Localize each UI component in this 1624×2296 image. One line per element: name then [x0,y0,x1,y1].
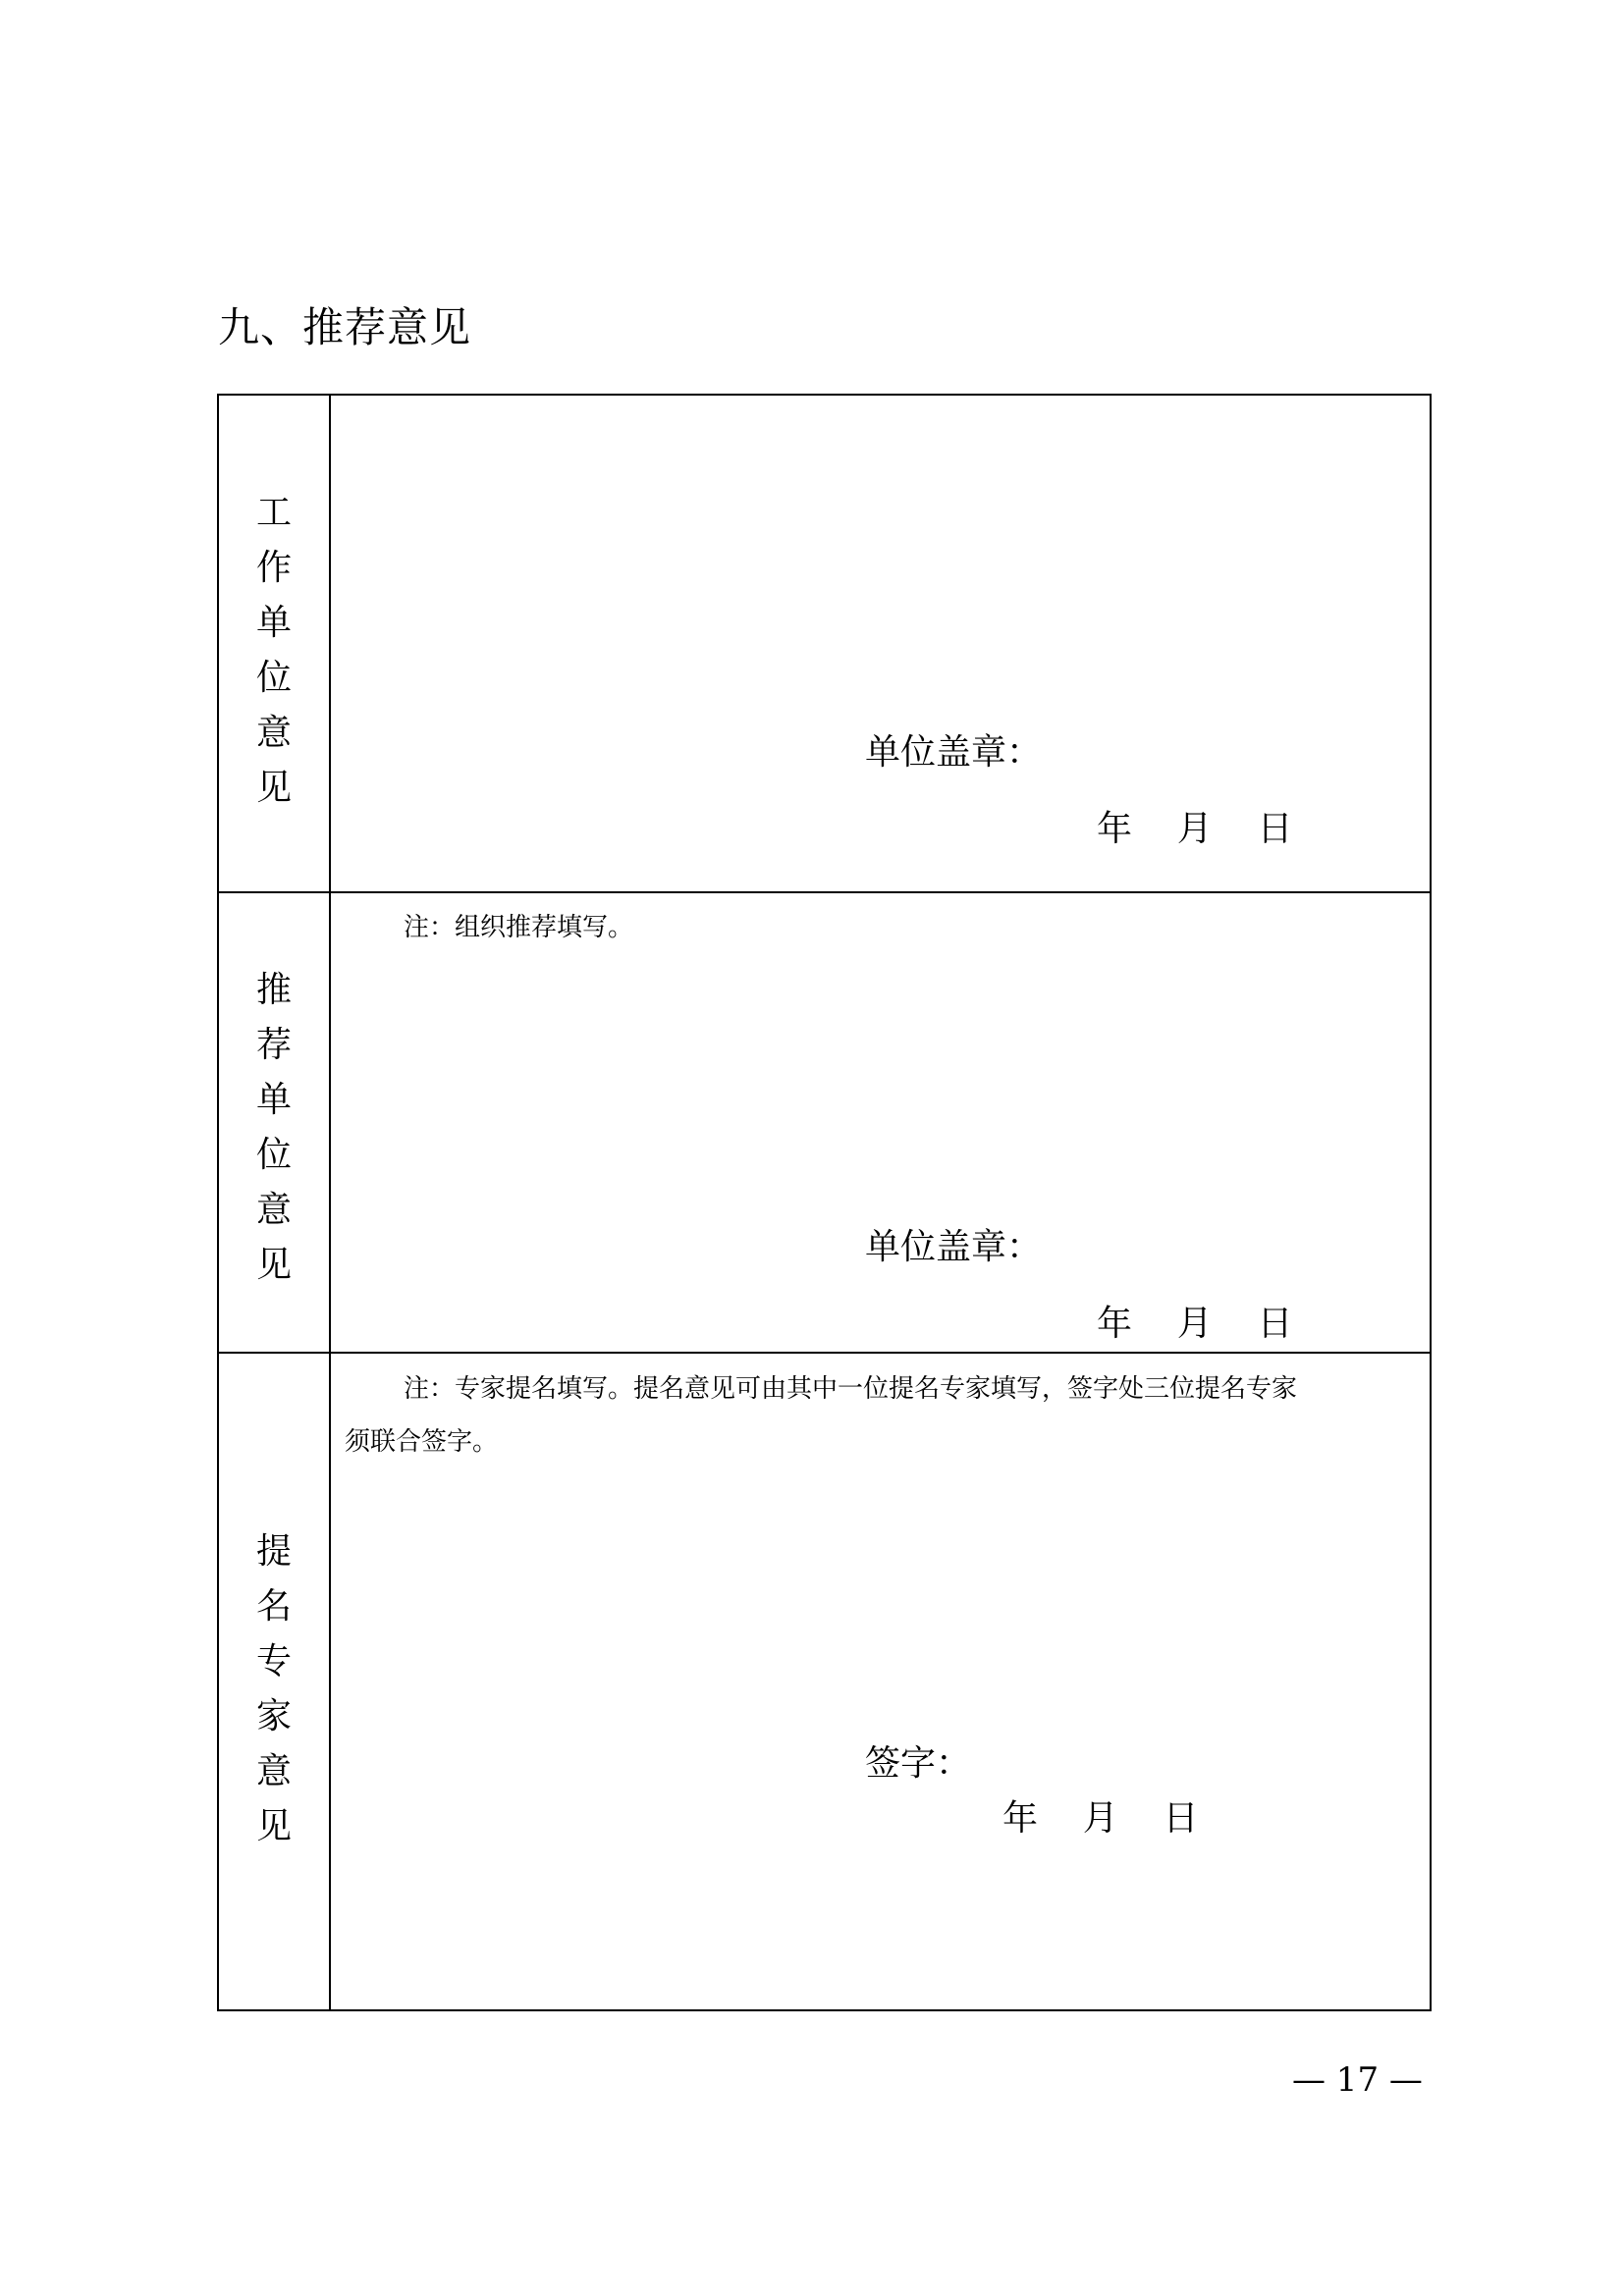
row-label-work-unit-opinion: 工 作 单 位 意 见 [255,493,292,808]
page-number: — 17 — [1292,2060,1423,2100]
column-divider [329,396,331,2009]
unit-stamp-label: 单位盖章： [865,732,1043,773]
date-label: 年 月 日 [1097,1304,1293,1344]
signature-label: 签字： [865,1743,972,1784]
note-text: 注：专家提名填写。提名意见可由其中一位提名专家填写，签字处三位提名专家 [404,1374,1298,1404]
section-title: 九、推荐意见 [218,303,472,351]
row-label-nominating-expert-opinion: 提 名 专 家 意 见 [255,1531,292,1846]
note-text-continued: 须联合签字。 [345,1427,499,1457]
recommendation-table [217,394,1432,2011]
date-label: 年 月 日 [1097,809,1293,849]
unit-stamp-label: 单位盖章： [865,1227,1043,1267]
row-label-recommending-unit-opinion: 推 荐 单 位 意 见 [255,970,292,1285]
note-text: 注：组织推荐填写。 [404,913,634,942]
row-divider [219,891,1430,893]
date-label: 年 月 日 [1002,1798,1199,1839]
row-divider [219,1352,1430,1354]
